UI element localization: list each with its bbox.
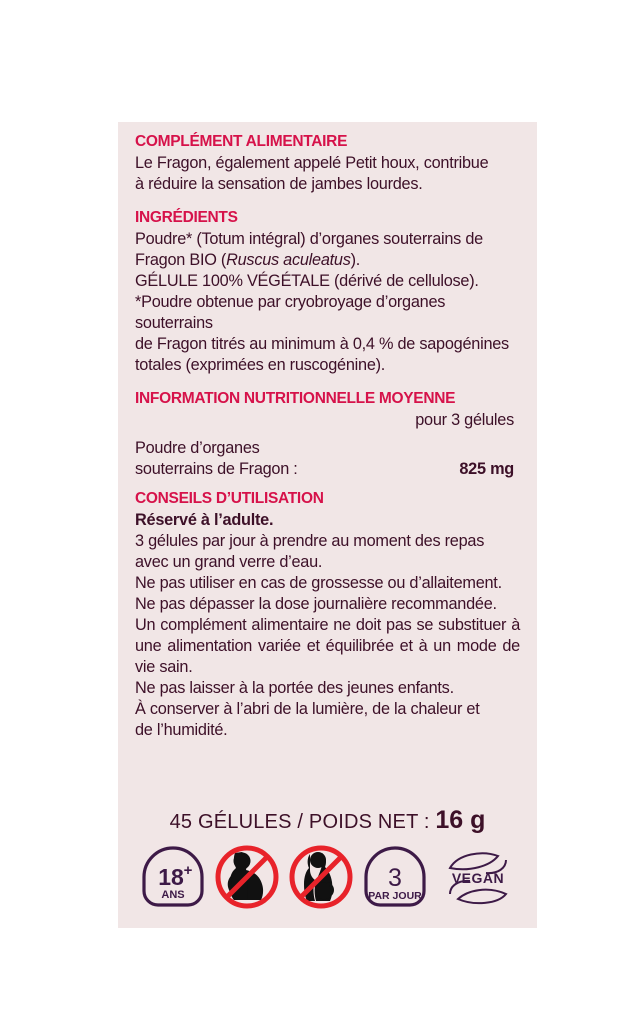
- spacer: [135, 376, 520, 389]
- section-ingredients: [135, 208, 520, 376]
- usage-line-2: avec un grand verre d’eau.: [135, 553, 323, 572]
- vegan-icon: [436, 844, 520, 910]
- section-heading-ingredients: INGRÉDIENTS: [135, 208, 238, 226]
- section-nutrition: [135, 389, 520, 480]
- ingredients-line-5: de Fragon titrés au minimum à 0,4 % de sapogénines: [135, 334, 509, 353]
- complement-line-2: à réduire la sensation de jambes lourdes.: [135, 174, 423, 193]
- ingredients-line-2-post: ).: [350, 250, 361, 269]
- net-weight-line: [118, 806, 537, 835]
- usage-disclaimer-paragraph: Un complément alimentaire ne doit pas se substituer à une alimentation variée et équilibrée et à un mode de vie sain.: [135, 616, 520, 677]
- nutrition-serving-basis: pour 3 gélules: [415, 410, 514, 429]
- vegan-label: VEGAN: [451, 870, 505, 886]
- ingredients-line-6: totales (exprimées en ruscogénine).: [135, 355, 386, 374]
- label-panel: [118, 122, 537, 928]
- no-breastfeeding-icon: [288, 844, 354, 910]
- age-18-plus-unit: ANS: [161, 889, 185, 901]
- three-per-day-icon: [362, 844, 428, 910]
- nutrition-row: [135, 438, 520, 480]
- three-per-day-number: 3: [388, 864, 402, 892]
- spacer: [135, 195, 520, 208]
- spacer: [135, 480, 520, 489]
- usage-line-5: Ne pas laisser à la portée des jeunes enfants.: [135, 679, 454, 698]
- usage-line-3: Ne pas utiliser en cas de grossesse ou d’allaitement.: [135, 574, 502, 593]
- no-pregnancy-icon: [214, 844, 280, 910]
- age-18-plus-number: 18: [158, 864, 184, 890]
- latin-name: Ruscus aculeatus: [226, 250, 351, 269]
- section-heading-complement: COMPLÉMENT ALIMENTAIRE: [135, 133, 348, 150]
- usage-line-4: Ne pas dépasser la dose journalière recommandée.: [135, 595, 497, 614]
- nutrition-row-name-line1: Poudre d’organes: [135, 439, 260, 458]
- label-content: [135, 132, 520, 741]
- age-18-plus-sup: +: [183, 862, 193, 879]
- ingredients-line-2-pre: Fragon BIO (: [135, 250, 227, 269]
- age-18-plus-icon: [140, 844, 206, 910]
- ingredients-line-1: Poudre* (Totum intégral) d’organes souterrains de: [135, 229, 483, 248]
- pictogram-row: [140, 844, 520, 910]
- usage-line-7: de l’humidité.: [135, 721, 228, 740]
- section-heading-nutrition: INFORMATION NUTRITIONNELLE MOYENNE: [135, 389, 456, 407]
- net-weight-amount: 16 g: [435, 806, 486, 834]
- ingredients-line-4: *Poudre obtenue par cryobroyage d’organes souterrains: [135, 292, 446, 332]
- complement-line-1: Le Fragon, également appelé Petit houx, contribue: [135, 153, 489, 172]
- net-weight-prefix: 45 GÉLULES / POIDS NET :: [169, 811, 436, 833]
- ingredients-line-2: [135, 250, 520, 271]
- nutrition-row-name-line2: souterrains de Fragon :: [135, 460, 298, 479]
- section-heading-usage: CONSEILS D’UTILISATION: [135, 490, 324, 508]
- usage-line-6: À conserver à l’abri de la lumière, de la chaleur et: [135, 700, 480, 719]
- nutrition-row-name: [135, 438, 365, 480]
- three-per-day-unit: PAR JOUR: [368, 890, 422, 902]
- section-usage: [135, 489, 520, 741]
- section-complement-alimentaire: [135, 132, 520, 195]
- nutrition-row-value: 825 mg: [459, 460, 514, 479]
- usage-line-1: 3 gélules par jour à prendre au moment des repas: [135, 532, 485, 551]
- ingredients-line-3: GÉLULE 100% VÉGÉTALE (dérivé de cellulose).: [135, 271, 479, 290]
- usage-adults-only: Réservé à l’adulte.: [135, 511, 274, 530]
